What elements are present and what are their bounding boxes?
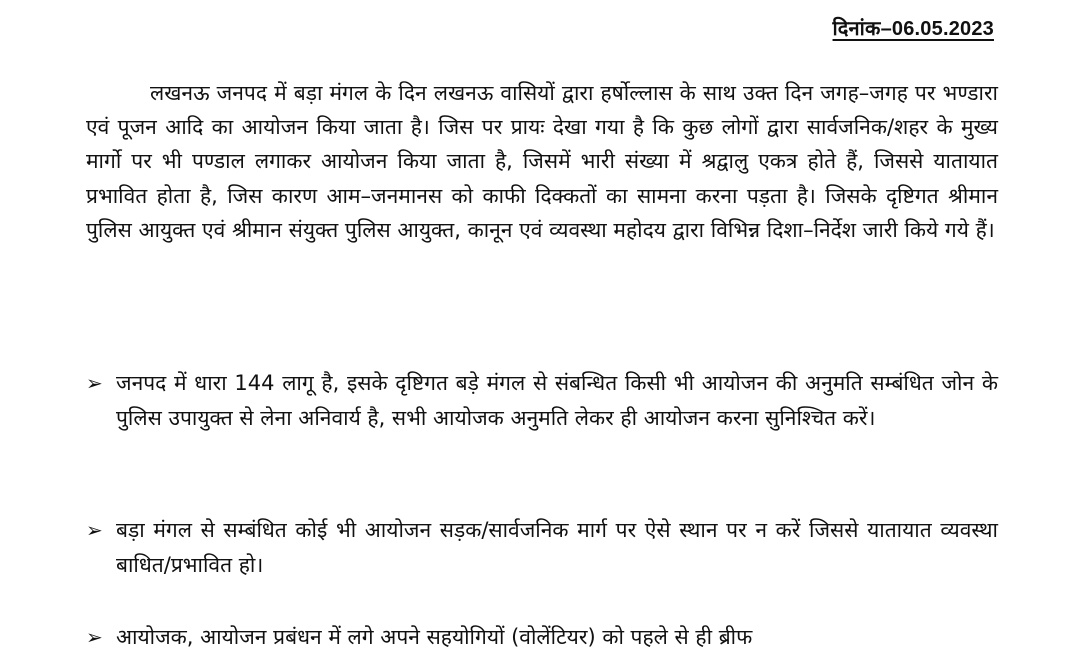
arrow-bullet-icon: ➢ [86,518,103,542]
list-item-text: बड़ा मंगल से सम्बंधित कोई भी आयोजन सड़क/सार्वजनिक मार्ग पर ऐसे स्थान पर न करें जिससे यातायात व्यवस्था बाधित/प्रभावित हो। [116,518,998,577]
list-item-text: आयोजक, आयोजन प्रबंधन में लगे अपने सहयोगियों (वोलेंटियर) को पहले से ही ब्रीफ [116,625,753,649]
list-item [86,513,998,582]
intro-paragraph: लखनऊ जनपद में बड़ा मंगल के दिन लखनऊ वासियों द्वारा हर्षोल्लास के साथ उक्त दिन जगह–जगह पर भण्डारा एवं पूजन आदि का आयोजन किया जाता है। जिस पर प्रायः देखा गया है कि कुछ लोगों द्वारा सार्वजनिक/शहर के मुख्य मार्गो पर भी पण्डाल लगाकर आयोजन किया जाता है, जिसमें भारी संख्या में श्रद्वालु एकत्र होते हैं, जिससे यातायात प्रभावित होता है, जिस कारण आम–जनमानस को काफी दिक्कतों का सामना करना पड़ता है। जिसके दृष्टिगत श्रीमान पुलिस आयुक्त एवं श्रीमान संयुक्त पुलिस आयुक्त, कानून एवं व्यवस्था महोदय द्वारा विभिन्न दिशा–निर्देश जारी किये गये हैं। [86,81,998,242]
list-item [86,366,998,435]
list-item-text: जनपद में धारा 144 लागू है, इसके दृष्टिगत बड़े मंगल से संबन्धित किसी भी आयोजन की अनुमति सम्बंधित जोन के पुलिस उपायुक्त से लेना अनिवार्य है, सभी आयोजक अनुमति लेकर ही आयोजन करना सुनिश्चित करें। [116,371,998,430]
list-item [86,620,998,655]
arrow-bullet-icon: ➢ [86,625,103,649]
arrow-bullet-icon: ➢ [86,371,103,395]
document-date: दिनांक–06.05.2023 [832,18,994,40]
